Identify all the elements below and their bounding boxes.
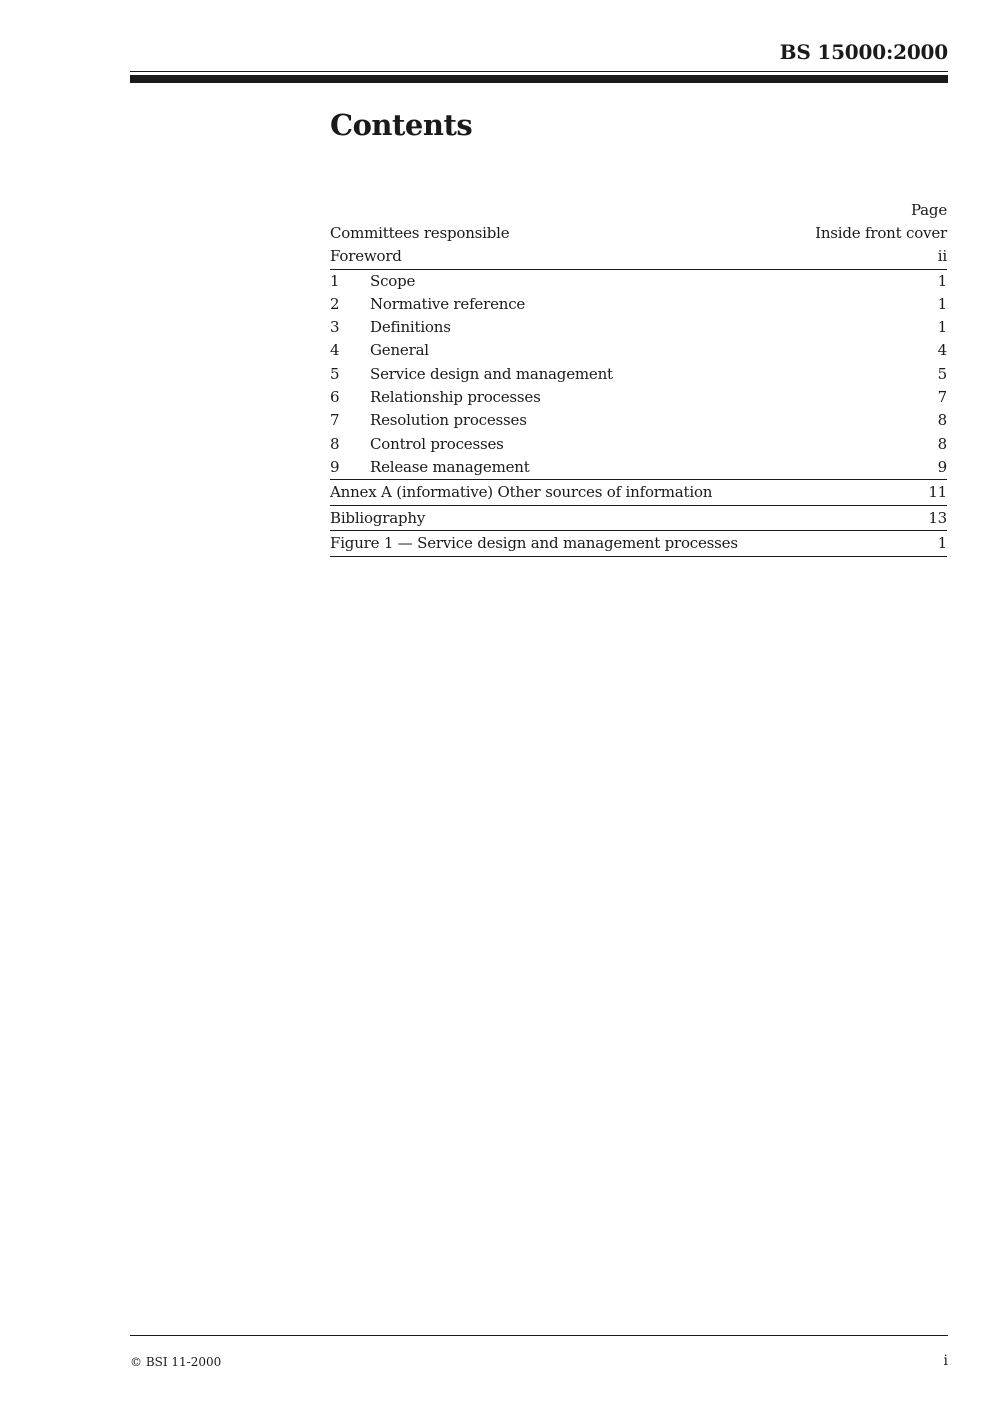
document-code: BS 15000:2000 bbox=[779, 40, 948, 64]
toc-clause-label: Scope bbox=[370, 271, 416, 290]
toc-clause-label: Definitions bbox=[370, 318, 451, 337]
toc-entry-label: Bibliography bbox=[330, 508, 426, 527]
toc-clause-number: 5 bbox=[330, 364, 340, 383]
toc-entry-bibliography[interactable] bbox=[330, 506, 947, 532]
toc-entry-page: 8 bbox=[937, 434, 947, 453]
toc-entry-label: Figure 1 — Service design and management processes bbox=[330, 534, 738, 553]
toc-entry-page: 11 bbox=[928, 483, 947, 502]
toc-entry-page: 4 bbox=[937, 341, 947, 360]
toc-clause-4[interactable] bbox=[330, 339, 947, 362]
toc-clause-label: Release management bbox=[370, 457, 530, 476]
toc-entry-page: 1 bbox=[937, 271, 947, 290]
toc-clause-label: Relationship processes bbox=[370, 388, 541, 407]
toc-clause-8[interactable] bbox=[330, 433, 947, 456]
page-column-label: Page bbox=[910, 201, 947, 219]
toc-clause-label: General bbox=[370, 341, 429, 360]
toc-entry-committees[interactable] bbox=[330, 222, 947, 245]
toc-clause-number: 4 bbox=[330, 341, 340, 360]
table-of-contents bbox=[330, 198, 947, 557]
toc-clause-6[interactable] bbox=[330, 386, 947, 409]
toc-entry-figure-1[interactable] bbox=[330, 531, 947, 557]
toc-entry-page: 8 bbox=[937, 411, 947, 430]
toc-entry-label: Foreword bbox=[330, 247, 402, 266]
toc-clause-5[interactable] bbox=[330, 363, 947, 386]
toc-entry-annex-a[interactable] bbox=[330, 480, 947, 506]
toc-entry-page: Inside front cover bbox=[815, 224, 947, 242]
toc-clause-number: 7 bbox=[330, 411, 340, 430]
toc-clause-9[interactable] bbox=[330, 456, 947, 480]
toc-clause-number: 9 bbox=[330, 457, 340, 476]
toc-entry-label: Annex A (informative) Other sources of information bbox=[330, 483, 713, 502]
toc-clause-number: 3 bbox=[330, 318, 340, 337]
toc-clause-3[interactable] bbox=[330, 316, 947, 339]
header-thin-rule bbox=[130, 71, 948, 72]
toc-clause-number: 2 bbox=[330, 294, 340, 313]
footer-page-number: i bbox=[943, 1353, 948, 1369]
toc-entry-page: 1 bbox=[937, 318, 947, 337]
toc-entry-page: 5 bbox=[937, 364, 947, 383]
toc-entry-page: 1 bbox=[937, 294, 947, 313]
toc-clause-label: Resolution processes bbox=[370, 411, 527, 430]
toc-clause-1[interactable] bbox=[330, 270, 947, 293]
page-title: Contents bbox=[330, 108, 473, 142]
toc-clause-7[interactable] bbox=[330, 409, 947, 432]
toc-entry-foreword[interactable] bbox=[330, 245, 947, 269]
toc-entry-page: ii bbox=[937, 247, 947, 266]
toc-entry-page: 1 bbox=[937, 534, 947, 553]
toc-entry-label: Committees responsible bbox=[330, 224, 510, 242]
toc-clause-label: Control processes bbox=[370, 434, 504, 453]
toc-clause-label: Service design and management bbox=[370, 364, 613, 383]
toc-clause-label: Normative reference bbox=[370, 294, 526, 313]
toc-clause-number: 1 bbox=[330, 271, 340, 290]
toc-clause-2[interactable] bbox=[330, 293, 947, 316]
toc-clause-number: 8 bbox=[330, 434, 340, 453]
toc-entry-page: 7 bbox=[937, 388, 947, 407]
toc-entry-page: 13 bbox=[928, 508, 947, 527]
toc-entry-page: 9 bbox=[937, 457, 947, 476]
footer-rule bbox=[130, 1335, 948, 1336]
header-thick-rule bbox=[130, 75, 948, 83]
footer-copyright: © BSI 11-2000 bbox=[130, 1355, 222, 1369]
toc-clause-number: 6 bbox=[330, 388, 340, 407]
